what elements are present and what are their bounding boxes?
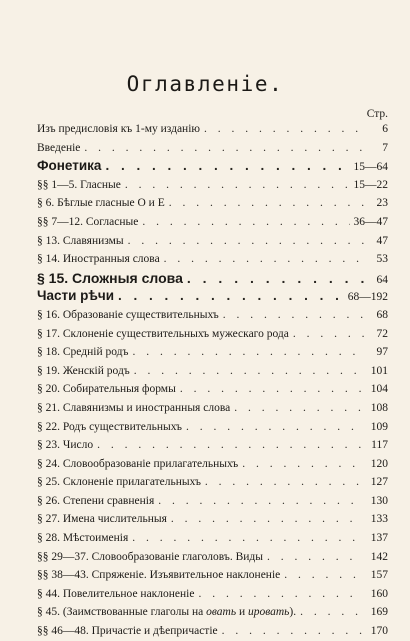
toc-section-heading: [37, 157, 388, 176]
toc-label: § 20. Собирательныя формы: [37, 383, 176, 396]
toc-row: [37, 120, 388, 139]
toc-label: § 23. Число: [37, 439, 94, 452]
toc-row: [37, 548, 388, 567]
dot-leader: [267, 548, 364, 567]
dot-leader: [223, 306, 364, 325]
toc-row: [37, 510, 388, 529]
toc-page-number: 157: [370, 569, 388, 582]
toc-row: [37, 399, 388, 418]
toc-label: §§ 1—5. Гласные: [37, 178, 121, 191]
toc-page-number: 23: [376, 197, 388, 210]
toc-page-number: 68: [376, 308, 388, 321]
toc-label: § 44. Повелительное наклоненіе: [37, 587, 195, 600]
dot-leader: [118, 287, 344, 306]
toc-label: § 6. Бѣглые гласные О и Е: [37, 197, 165, 210]
dot-leader: [187, 269, 364, 288]
dot-leader: [293, 325, 364, 344]
dot-leader: [171, 510, 364, 529]
dot-leader: [204, 120, 364, 139]
toc-row: [37, 325, 388, 344]
toc-page-number: 15—22: [353, 178, 388, 191]
toc-label-part: ).: [289, 606, 297, 619]
toc-page-number: 15—64: [353, 161, 388, 174]
toc-page-number: 72: [376, 327, 388, 340]
dot-leader: [158, 492, 364, 511]
dot-leader: [234, 399, 364, 418]
toc-label: § 16. Образованіе существительныхъ: [37, 308, 219, 321]
toc-row: [37, 603, 388, 622]
toc-row: [37, 566, 388, 585]
toc-label: Изъ предисловія къ 1-му изданію: [37, 123, 200, 135]
dot-leader: [198, 585, 364, 604]
dot-leader: [169, 194, 364, 213]
dot-leader: [164, 250, 364, 269]
dot-leader: [84, 139, 364, 158]
toc-page-number: 137: [370, 532, 388, 545]
dot-leader: [132, 529, 364, 548]
toc-bold-section: [37, 269, 388, 288]
toc-page-number: 130: [370, 494, 388, 507]
toc-label: § 26. Степени сравненія: [37, 494, 155, 507]
toc-label-italic: овать: [206, 606, 237, 619]
toc-row: [37, 250, 388, 269]
dot-leader: [242, 455, 364, 474]
toc-page-number: 109: [370, 420, 388, 433]
toc-label: § 19. Женскій родъ: [37, 364, 130, 377]
toc-page-number: 36—47: [353, 215, 388, 228]
toc-row: [37, 380, 388, 399]
toc-page-number: 170: [370, 625, 388, 638]
toc-label-part: § 45. (Заимствованные глаголы на: [37, 606, 207, 619]
toc-label: § 28. Мѣстоименія: [37, 532, 129, 545]
toc-label-italic: ировать: [247, 606, 290, 619]
toc-row: [37, 306, 388, 325]
toc-page-number: 47: [376, 234, 388, 247]
dot-leader: [222, 622, 364, 641]
dot-leader: [105, 157, 349, 176]
toc-page-number: 108: [370, 401, 388, 414]
toc-page-number: 120: [370, 457, 388, 470]
toc-label: § 13. Славянизмы: [37, 234, 124, 247]
toc-row: [37, 362, 388, 381]
toc-label: § 15. Сложныя слова: [37, 269, 183, 286]
toc-label: Части рѣчи: [37, 288, 115, 304]
toc-label: § 17. Склоненіе существительныхъ мужескаго рода: [37, 327, 289, 340]
dot-leader: [205, 473, 364, 492]
toc-section-heading: [37, 287, 388, 306]
dot-leader: [125, 176, 350, 195]
dot-leader: [142, 213, 349, 232]
toc-page-number: 133: [370, 513, 388, 526]
dot-leader: [132, 343, 364, 362]
dot-leader: [186, 418, 364, 437]
toc-row: [37, 418, 388, 437]
toc-row: [37, 232, 388, 251]
toc-row: [37, 436, 388, 455]
toc-page-number: 64: [376, 273, 388, 286]
toc-page-number: 117: [371, 439, 388, 452]
toc-row: [37, 139, 388, 158]
toc-row: [37, 585, 388, 604]
toc-label: § 24. Словообразованіе прилагательныхъ: [37, 457, 239, 470]
toc-row: [37, 473, 388, 492]
toc-label-part: и: [236, 606, 248, 619]
toc-page-number: 101: [370, 364, 388, 377]
toc-page-number: 6: [382, 123, 388, 135]
toc-page-number: 127: [370, 476, 388, 489]
toc-label: §§ 7—12. Согласные: [37, 215, 139, 228]
toc-label: § 22. Родъ существительныхъ: [37, 420, 182, 433]
toc-label: Фонетика: [37, 158, 102, 174]
toc-page-number: 7: [382, 141, 388, 154]
toc-row: [37, 176, 388, 195]
toc-row: [37, 622, 388, 641]
dot-leader: [128, 232, 364, 251]
toc-label: § 25. Склоненіе прилагательныхъ: [37, 476, 201, 489]
toc-label: §§ 46—48. Причастіе и дѣепричастіе: [37, 625, 218, 638]
toc-label: [37, 603, 296, 622]
dot-leader: [180, 380, 364, 399]
toc-label: § 18. Средній родъ: [37, 346, 129, 359]
toc-row: [37, 213, 388, 232]
toc-page-number: 53: [376, 253, 388, 266]
dot-leader: [300, 603, 364, 622]
table-of-contents: [37, 120, 388, 641]
toc-page-number: 142: [370, 550, 388, 563]
toc-label: § 21. Славянизмы и иностранныя слова: [37, 401, 231, 414]
dot-leader: [134, 362, 364, 381]
toc-row: [37, 529, 388, 548]
dot-leader: [97, 436, 364, 455]
toc-label: § 27. Имена числительныя: [37, 513, 167, 526]
toc-page-number: 68—192: [347, 291, 388, 304]
toc-label: Введеніе: [37, 141, 81, 154]
toc-page-number: 104: [370, 383, 388, 396]
toc-label: § 14. Иностранныя слова: [37, 253, 160, 266]
toc-page-number: 160: [370, 587, 388, 600]
toc-row: [37, 455, 388, 474]
toc-page-number: 97: [376, 346, 388, 359]
page-column-header: Стр.: [366, 108, 388, 120]
dot-leader: [284, 566, 364, 585]
toc-page-number: 169: [370, 606, 388, 619]
page-title: Оглавленіе.: [126, 72, 284, 96]
toc-label: §§ 38—43. Спряженіе. Изъявительное наклоненіе: [37, 569, 281, 582]
toc-row: [37, 343, 388, 362]
toc-row: [37, 194, 388, 213]
toc-row: [37, 492, 388, 511]
toc-label: §§ 29—37. Словообразованіе глаголовъ. Виды: [37, 550, 264, 563]
